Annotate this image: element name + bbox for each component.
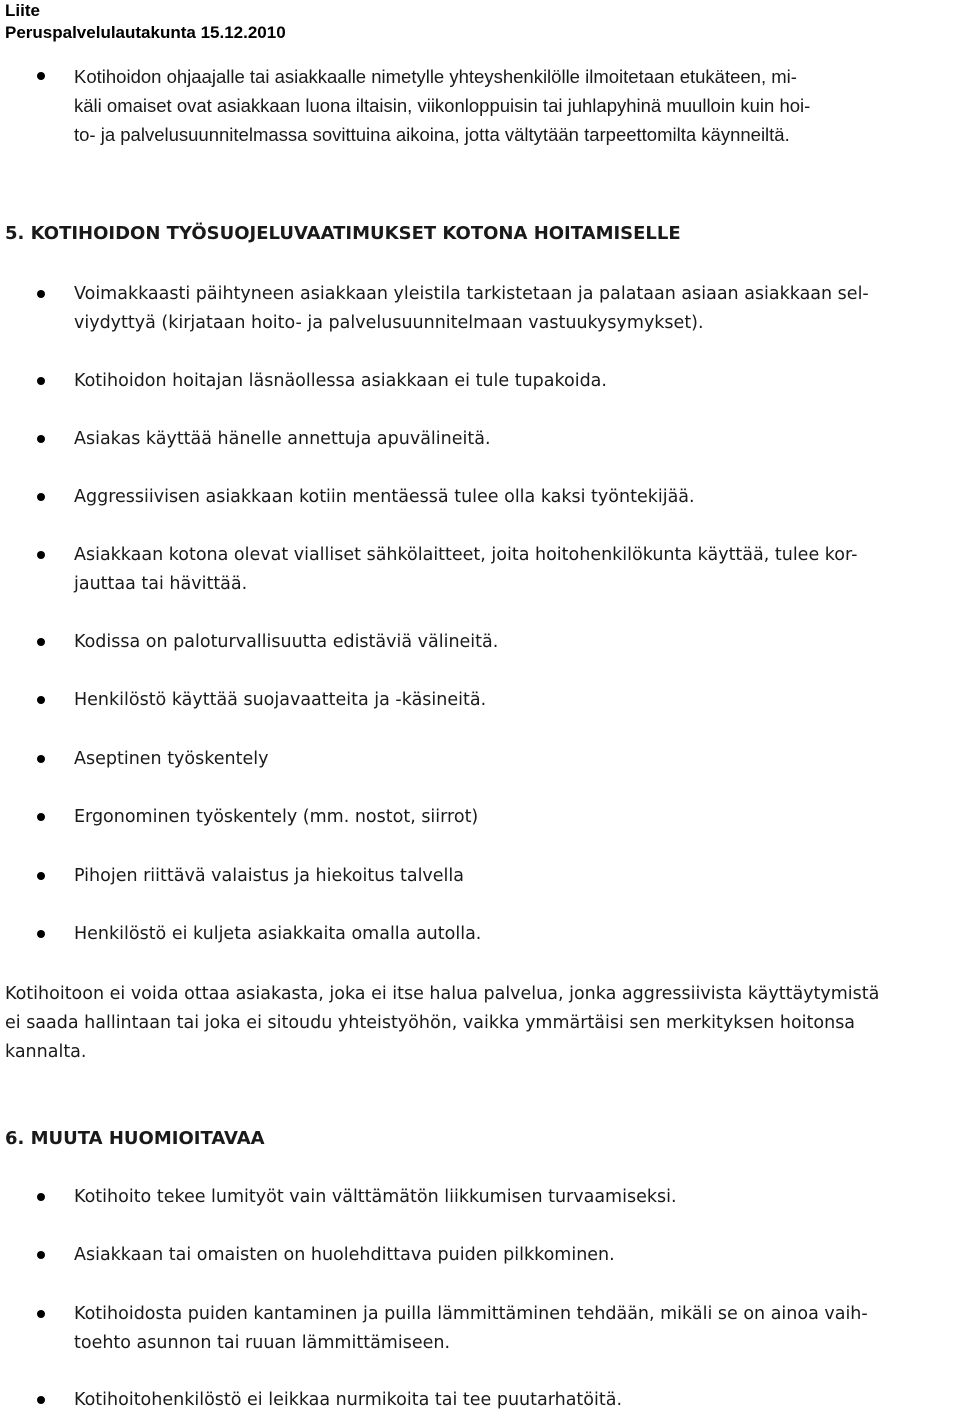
list-item-text: Ergonominen työskentely (mm. nostot, siirrot) [74,807,479,827]
list-item-text: Asiakkaan kotona olevat vialliset sähkölaitteet, joita hoitohenkilökunta käyttää, tulee kor- jauttaa tai hävittää. [74,545,858,594]
bullet-icon [37,696,45,704]
list-item-text: Kodissa on paloturvallisuutta edistäviä välineitä. [74,632,499,652]
list-item [0,745,960,774]
list-item [0,1241,960,1270]
list-item [0,425,960,454]
section-5-heading: 5. KOTIHOIDON TYÖSUOJELUVAATIMUKSET KOTONA HOITAMISELLE [5,223,681,244]
bullet-icon [37,638,45,646]
list-item-text: Pihojen riittävä valaistus ja hiekoitus talvella [74,866,464,886]
list-item [0,483,960,512]
list-item [0,803,960,832]
list-item-text: Henkilöstö ei kuljeta asiakkaita omalla autolla. [74,924,482,944]
bullet-icon [37,872,45,880]
list-item [0,686,960,715]
list-item [0,920,960,949]
list-item-text: Kotihoitohenkilöstö ei leikkaa nurmikoita tai tee puutarhatöitä. [74,1390,623,1410]
list-item-text: Kotihoidosta puiden kantaminen ja puilla lämmittäminen tehdään, mikäli se on ainoa vaih- toehto asunnon tai ruuan lämmittämiseen. [74,1304,868,1353]
list-item [0,62,818,149]
document-header [5,0,286,44]
list-item-text: Voimakkaasti päihtyneen asiakkaan yleistila tarkistetaan ja palataan asiaan asiakkaan sel- viydyttyä (kirjataan hoito- ja palvelusuunnitelmaan vastuukysymykset). [74,284,869,333]
list-item [0,367,960,396]
bullet-icon [37,377,45,385]
list-item-text: Kotihoidon hoitajan läsnäollessa asiakkaan ei tule tupakoida. [74,371,607,391]
header-label: Liite [5,1,40,20]
bullet-icon [37,435,45,443]
bullet-icon [37,551,45,559]
bullet-icon [37,813,45,821]
list-item-text: Asiakkaan tai omaisten on huolehdittava puiden pilkkominen. [74,1245,615,1265]
list-item-text: Kotihoidon ohjaajalle tai asiakkaalle nimetylle yhteyshenkilölle ilmoitetaan etukäteen, mi- käli omaiset ovat asiakkaan luona iltaisin, viikonloppuisin tai juhlapyhinä muulloin kuin hoi- to- ja palvelusuunnitelmassa sovittuina aikoina, jotta vältytään tarpeettomilta käynneiltä. [74,66,811,145]
bullet-icon [37,493,45,501]
list-item [0,1300,960,1358]
list-item [0,1183,960,1212]
bullet-icon [37,290,45,298]
list-item [0,280,960,338]
bullet-icon [37,72,45,80]
list-item [0,541,960,599]
bullet-icon [37,1310,45,1318]
bullet-icon [37,930,45,938]
bullet-icon [37,1193,45,1201]
header-committee-date: Peruspalvelulautakunta 15.12.2010 [5,23,286,42]
list-item [0,862,960,891]
list-item-text: Asiakas käyttää hänelle annettuja apuvälineitä. [74,429,491,449]
list-item-text: Aseptinen työskentely [74,749,269,769]
list-item [0,1386,960,1415]
bullet-icon [37,1251,45,1259]
list-item-text: Aggressiivisen asiakkaan kotiin mentäessä tulee olla kaksi työntekijää. [74,487,695,507]
intro-bullet-list [0,62,818,149]
bullet-icon [37,755,45,763]
section-6-heading: 6. MUUTA HUOMIOITAVAA [5,1128,265,1149]
list-item-text: Kotihoito tekee lumityöt vain välttämätön liikkumisen turvaamiseksi. [74,1187,677,1207]
list-item [0,628,960,657]
bullet-icon [37,1396,45,1404]
list-item-text: Henkilöstö käyttää suojavaatteita ja -käsineitä. [74,690,487,710]
section-5-paragraph: Kotihoitoon ei voida ottaa asiakasta, joka ei itse halua palvelua, jonka aggressiivista käyttäytymistä ei saada hallintaan tai joka ei sitoudu yhteistyöhön, vaikka ymmärtäisi sen merkityksen hoitonsa kannalta. [5,984,880,1062]
